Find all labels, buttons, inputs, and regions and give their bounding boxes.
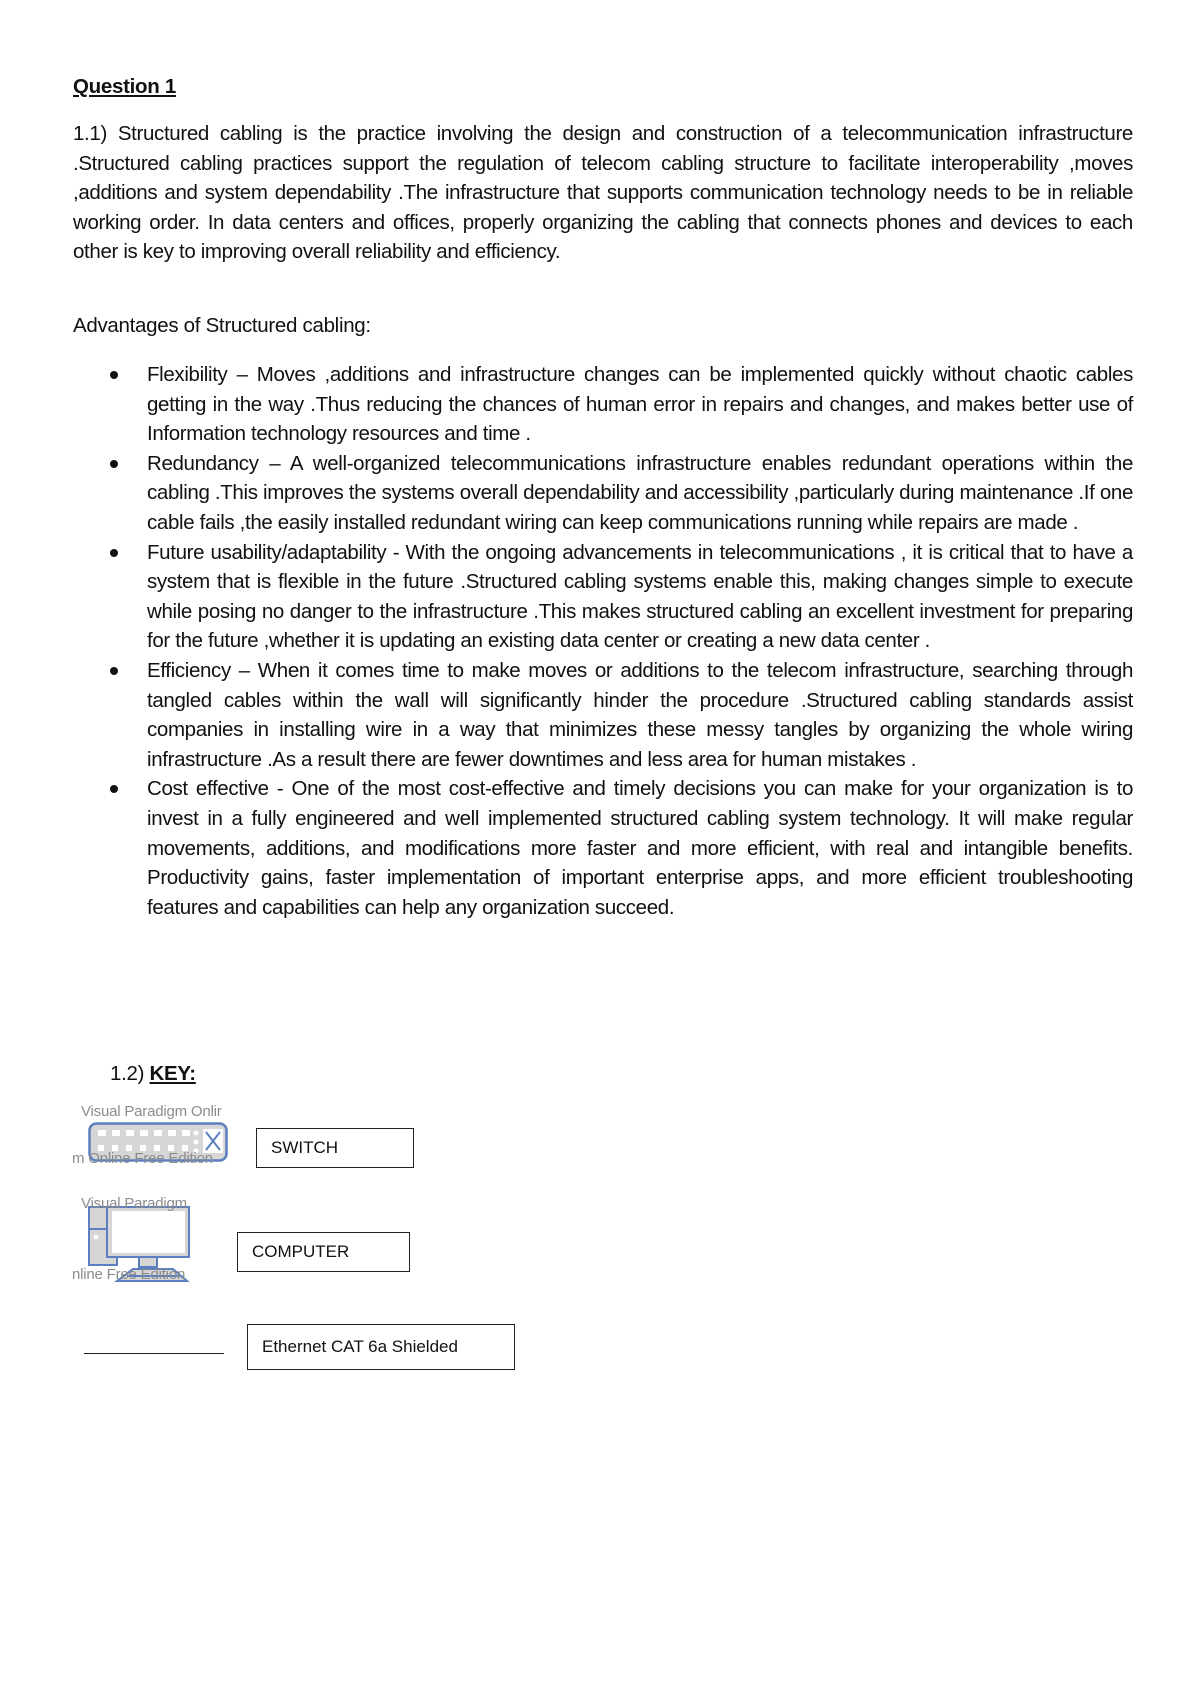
cable-line-icon [84, 1353, 224, 1354]
legend-label-switch: SWITCH [256, 1128, 414, 1168]
question-title: Question 1 [73, 75, 176, 98]
list-item-text: Efficiency – When it comes time to make moves or additions to the telecom infrastructure, searching through tangled cables within the wall will significantly hinder the procedure .Structured cabling standards assist companies in installing wire in a way that minimizes these messy tangles by organizing the whole wiring infrastructure .As a result there are fewer downtimes and less area for human mistakes . [147, 658, 1133, 771]
watermark-text: Visual Paradigm [81, 1195, 187, 1212]
list-item-redundancy [147, 449, 1133, 538]
list-item-cost-effective [147, 774, 1133, 922]
watermark-text: Visual Paradigm Onlir [81, 1103, 222, 1120]
list-item-flexibility [147, 360, 1133, 449]
key-heading [110, 1062, 196, 1086]
bullet-icon [110, 667, 118, 675]
list-item-efficiency [147, 656, 1133, 774]
list-item-text: Redundancy – A well-organized telecommunications infrastructure enables redundant operations within the cabling .This improves the systems overall dependability and accessibility ,particularly during maintenance .If one cable fails ,the easily installed redundant wiring can keep communications running while repairs are made . [147, 451, 1133, 534]
watermark-text: nline Free Edition [72, 1266, 186, 1283]
section-number: 1.2) [110, 1062, 150, 1085]
list-item-text: Cost effective - One of the most cost-effective and timely decisions you can make for your organization is to invest in a fully engineered and well implemented structured cabling system technology. It will make regular movements, additions, and modifications more faster and more efficient, with real and intangible benefits. Productivity gains, faster implementation of important enterprise apps, and more efficient troubleshooting features and capabilities can help any organization succeed. [147, 777, 1133, 919]
list-item-future-usability [147, 538, 1133, 656]
list-item-text: Future usability/adaptability - With the ongoing advancements in telecommunications , it is critical that to have a system that is flexible in the future .Structured cabling systems enable this, making changes simple to execute while posing no danger to the infrastructure .This makes structured cabling an excellent investment for preparing for the future ,whether it is updating an existing data center or creating a new data center . [147, 540, 1133, 653]
key-label: KEY: [149, 1062, 196, 1085]
watermark-text: m Online Free Edition [72, 1150, 213, 1167]
legend-label-computer: COMPUTER [237, 1232, 410, 1272]
list-item-text: Flexibility – Moves ,additions and infrastructure changes can be implemented quickly without chaotic cables getting in the way .Thus reducing the chances of human error in repairs and changes, and makes better use of Information technology resources and time . [147, 363, 1133, 446]
advantages-list [147, 360, 1133, 922]
bullet-icon [110, 785, 118, 793]
bullet-icon [110, 371, 118, 379]
advantages-heading: Advantages of Structured cabling: [73, 314, 371, 337]
bullet-icon [110, 549, 118, 557]
section-1-1-paragraph: 1.1) Structured cabling is the practice involving the design and construction of a telecommunication infrastructure .Structured cabling practices support the regulation of telecom cabling structure to facilitate interoperability ,moves ,additions and system dependability .The infrastructure that supports communication technology needs to be in reliable working order. In data centers and offices, properly organizing the cabling that connects phones and devices to each other is key to improving overall reliability and efficiency. [73, 122, 1133, 264]
bullet-icon [110, 460, 118, 468]
legend-label-cable: Ethernet CAT 6a Shielded [247, 1324, 515, 1370]
